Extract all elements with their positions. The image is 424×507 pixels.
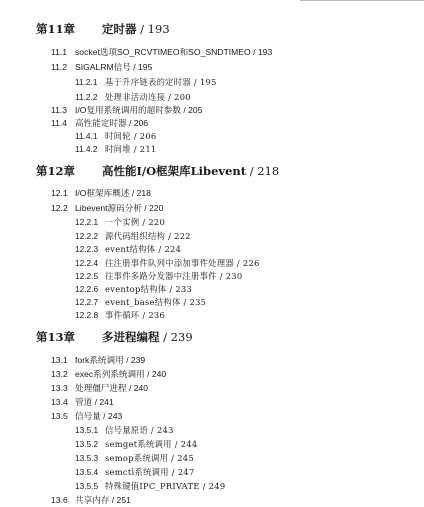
toc-subsection-entry[interactable]	[75, 257, 260, 269]
toc-subsection-entry[interactable]	[75, 309, 165, 321]
toc-entry-number: 12.2	[51, 203, 68, 213]
toc-entry-number: 第13章	[36, 330, 76, 344]
toc-entry-number: 12.2.2	[75, 231, 99, 241]
toc-entry-number: 13.5	[51, 411, 68, 421]
toc-entry-title: SIGALRM信号 / 195	[75, 62, 153, 72]
toc-entry-number: 12.2.8	[75, 310, 99, 320]
toc-chapter-entry[interactable]	[36, 22, 170, 36]
toc-entry-title: 往注册事件队列中添加事件处理器 / 226	[105, 258, 260, 268]
toc-entry-title: 信号量 / 243	[75, 411, 123, 421]
toc-chapter-entry[interactable]	[36, 164, 279, 178]
toc-entry-number: 11.1	[51, 47, 68, 57]
toc-entry-number: 12.2.6	[75, 284, 99, 294]
toc-entry-number: 12.2.4	[75, 258, 99, 268]
toc-entry-title: 特殊键值IPC_PRIVATE / 249	[105, 481, 226, 491]
toc-subsection-entry[interactable]	[75, 130, 157, 142]
toc-section-entry[interactable]	[51, 494, 131, 506]
toc-entry-title: 高性能定时器 / 206	[75, 118, 149, 128]
toc-entry-title: 处理非活动连接 / 200	[105, 92, 191, 102]
toc-entry-number: 11.2	[51, 62, 68, 72]
toc-entry-number: 13.5.2	[75, 439, 99, 449]
toc-section-entry[interactable]	[51, 61, 152, 73]
toc-subsection-entry[interactable]	[75, 466, 195, 478]
toc-section-entry[interactable]	[51, 382, 148, 394]
toc-section-entry[interactable]	[51, 187, 151, 199]
toc-entry-number: 12.1	[51, 188, 68, 198]
toc-entry-number: 11.3	[51, 105, 68, 115]
toc-entry-page: / 218	[246, 164, 280, 178]
toc-subsection-entry[interactable]	[75, 230, 191, 242]
page-top-rule	[300, 0, 424, 1]
toc-subsection-entry[interactable]	[75, 424, 174, 436]
toc-entry-title: fork系统调用 / 239	[75, 355, 146, 365]
toc-chapter-entry[interactable]	[36, 330, 193, 344]
toc-subsection-entry[interactable]	[75, 480, 225, 492]
toc-entry-title: 定时器	[102, 22, 137, 36]
toc-entry-page: / 193	[136, 22, 170, 36]
toc-entry-title: semop系统调用 / 245	[105, 453, 194, 463]
toc-entry-number: 13.5.3	[75, 453, 99, 463]
toc-subsection-entry[interactable]	[75, 283, 192, 295]
toc-subsection-entry[interactable]	[75, 452, 194, 464]
toc-entry-title: semget系统调用 / 244	[105, 439, 198, 449]
toc-entry-title: 往事件多路分发器中注册事件 / 230	[105, 271, 243, 281]
toc-subsection-entry[interactable]	[75, 243, 181, 255]
toc-entry-page: / 239	[159, 330, 193, 344]
toc-section-entry[interactable]	[51, 46, 272, 58]
toc-entry-title: Libevent源码分析 / 220	[75, 203, 164, 213]
toc-section-entry[interactable]	[51, 202, 163, 214]
toc-entry-number: 第12章	[36, 164, 76, 178]
toc-section-entry[interactable]	[51, 410, 122, 422]
toc-entry-number: 11.2.1	[75, 77, 98, 87]
toc-entry-title: event_base结构体 / 235	[105, 297, 207, 307]
toc-entry-title: socket选项SO_RCVTIMEO和SO_SNDTIMEO / 193	[75, 47, 273, 57]
toc-entry-number: 13.1	[51, 355, 68, 365]
toc-entry-number: 13.5.1	[75, 425, 99, 435]
toc-entry-title: I/O框架库概述 / 218	[75, 188, 151, 198]
toc-entry-number: 11.4.2	[75, 144, 98, 154]
toc-subsection-entry[interactable]	[75, 143, 157, 155]
toc-entry-number: 12.2.1	[75, 217, 99, 227]
toc-entry-title: eventop结构体 / 233	[105, 284, 193, 294]
toc-entry-title: 共享内存 / 251	[75, 495, 131, 505]
toc-section-entry[interactable]	[51, 368, 166, 380]
toc-subsection-entry[interactable]	[75, 270, 242, 282]
toc-entry-number: 11.2.2	[75, 92, 98, 102]
toc-subsection-entry[interactable]	[75, 438, 198, 450]
toc-entry-number: 11.4	[51, 118, 68, 128]
toc-section-entry[interactable]	[51, 354, 145, 366]
toc-entry-number: 13.4	[51, 397, 68, 407]
toc-subsection-entry[interactable]	[75, 91, 191, 103]
toc-entry-number: 11.4.1	[75, 131, 98, 141]
toc-entry-number: 12.2.3	[75, 244, 99, 254]
toc-entry-title: 高性能I/O框架库Libevent	[102, 164, 247, 178]
toc-entry-title: 管道 / 241	[75, 397, 114, 407]
toc-entry-title: 多进程编程	[102, 330, 160, 344]
toc-section-entry[interactable]	[51, 396, 114, 408]
toc-subsection-entry[interactable]	[75, 216, 165, 228]
toc-entry-number: 13.6	[51, 495, 68, 505]
toc-entry-number: 13.3	[51, 383, 68, 393]
toc-entry-number: 13.5.4	[75, 467, 99, 477]
toc-entry-title: 事件循环 / 236	[105, 310, 166, 320]
toc-subsection-entry[interactable]	[75, 296, 206, 308]
toc-section-entry[interactable]	[51, 104, 203, 116]
toc-entry-title: 一个实例 / 220	[105, 217, 166, 227]
toc-entry-title: event结构体 / 224	[105, 244, 182, 254]
toc-entry-title: 基于升序链表的定时器 / 195	[105, 77, 217, 87]
toc-subsection-entry[interactable]	[75, 76, 217, 88]
toc-entry-title: 时间轮 / 206	[105, 131, 157, 141]
toc-entry-number: 13.2	[51, 369, 68, 379]
toc-section-entry[interactable]	[51, 117, 148, 129]
toc-entry-title: 时间堆 / 211	[105, 144, 157, 154]
toc-entry-title: 信号量原语 / 243	[105, 425, 174, 435]
toc-entry-title: 源代码组织结构 / 222	[105, 231, 191, 241]
toc-entry-number: 12.2.7	[75, 297, 99, 307]
toc-entry-number: 13.5.5	[75, 481, 99, 491]
toc-entry-number: 第11章	[36, 22, 76, 36]
toc-entry-title: semctl系统调用 / 247	[105, 467, 195, 477]
toc-entry-number: 12.2.5	[75, 271, 99, 281]
toc-entry-title: exec系列系统调用 / 240	[75, 369, 167, 379]
toc-entry-title: 处理僵尸进程 / 240	[75, 383, 149, 393]
toc-entry-title: I/O复用系统调用的超时参数 / 205	[75, 105, 203, 115]
